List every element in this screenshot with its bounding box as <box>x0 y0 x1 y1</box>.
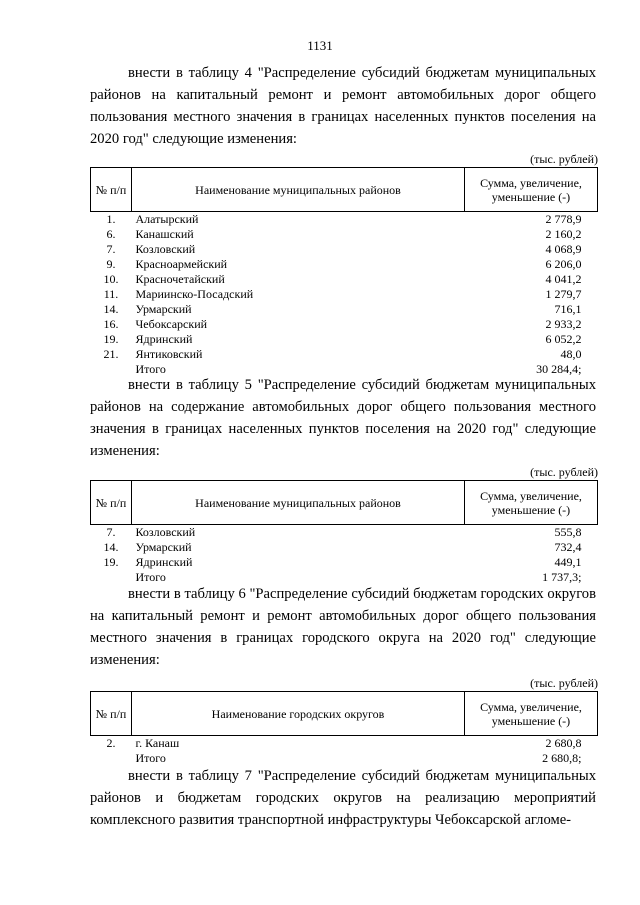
row-number: 21. <box>103 347 119 361</box>
total-label: Итого <box>135 570 166 584</box>
row-number: 11. <box>103 287 119 301</box>
row-name: Ядринский <box>135 555 193 569</box>
table6 <box>90 691 598 766</box>
table5-header-name: Наименование муниципальных районов <box>132 481 465 525</box>
row-number: 6. <box>106 227 116 241</box>
row-name: Канашский <box>135 227 194 241</box>
table-row <box>91 242 598 257</box>
row-number: 7. <box>106 525 116 539</box>
row-amount: 555,8 <box>554 525 582 539</box>
row-name: Красночетайский <box>135 272 225 286</box>
table4-intro: внести в таблицу 4 "Распределение субсидий бюджетам муниципальных районов на капитальный ремонт и ремонт автомобильных дорог общего пользования местного значения в границах населенных пунктов поселения на 2020 год" следующие изменения: <box>90 65 596 147</box>
table-row <box>91 287 598 302</box>
total-amount: 2 680,8; <box>542 751 582 765</box>
table-row <box>91 302 598 317</box>
row-amount: 4 068,9 <box>545 242 582 256</box>
table6-header-name: Наименование городских округов <box>132 692 465 736</box>
row-number: 10. <box>103 272 119 286</box>
table-row <box>91 736 598 752</box>
row-name: Урмарский <box>135 302 192 316</box>
table6-units: (тыс. рублей) <box>530 676 598 690</box>
table4 <box>90 167 598 377</box>
total-label: Итого <box>135 751 166 765</box>
row-number: 1. <box>106 212 116 226</box>
table5-header-amount: Сумма, увеличение, уменьшение (-) <box>465 481 598 525</box>
table7-intro: внести в таблицу 7 "Распределение субсидий бюджетам муниципальных районов и бюджетам городских округов на реализацию мероприятий комплексного развития транспортной инфраструктуры Чебоксарской агломе- <box>90 768 596 828</box>
row-number: 9. <box>106 257 116 271</box>
row-name: Урмарский <box>135 540 192 554</box>
table5-units: (тыс. рублей) <box>530 465 598 479</box>
table-row <box>91 555 598 570</box>
table4-header-amount: Сумма, увеличение, уменьшение (-) <box>465 168 598 212</box>
table-row <box>91 272 598 287</box>
row-amount: 2 160,2 <box>545 227 582 241</box>
total-label: Итого <box>135 362 166 376</box>
table-row <box>91 347 598 362</box>
row-amount: 6 206,0 <box>545 257 582 271</box>
table-row <box>91 212 598 228</box>
table4-header-num: № п/п <box>91 168 132 212</box>
row-name: Мариинско-Посадский <box>135 287 254 301</box>
row-name: Красноармейский <box>135 257 228 271</box>
total-amount: 30 284,4; <box>536 362 582 376</box>
table4-units: (тыс. рублей) <box>530 152 598 166</box>
table-row <box>91 525 598 541</box>
table5 <box>90 480 598 585</box>
table-row <box>91 227 598 242</box>
table6-header-num: № п/п <box>91 692 132 736</box>
row-amount: 732,4 <box>554 540 582 554</box>
row-name: г. Канаш <box>135 736 180 750</box>
table6-intro: внести в таблицу 6 "Распределение субсидий бюджетам городских округов на капитальный ремонт и ремонт автомобильных дорог общего пользования местного значения в границах городского округа на 2020 год" следующие изменения: <box>90 586 596 668</box>
row-number: 19. <box>103 555 119 569</box>
table-row <box>91 317 598 332</box>
table-row <box>91 257 598 272</box>
row-number: 14. <box>103 540 119 554</box>
row-amount: 2 933,2 <box>545 317 582 331</box>
row-amount: 2 680,8 <box>545 736 582 750</box>
row-amount: 1 279,7 <box>545 287 582 301</box>
row-amount: 4 041,2 <box>545 272 582 286</box>
row-name: Козловский <box>135 242 196 256</box>
total-spacer <box>91 751 132 766</box>
table6-body <box>91 736 598 767</box>
row-amount: 716,1 <box>554 302 582 316</box>
row-name: Ядринский <box>135 332 193 346</box>
total-amount: 1 737,3; <box>542 570 582 584</box>
table5-intro: внести в таблицу 5 "Распределение субсидий бюджетам муниципальных районов на содержание автомобильных дорог общего пользования местного значения в границах населенных пунктов поселения на 2020 год" следующие изменения: <box>90 377 596 459</box>
row-name: Чебоксарский <box>135 317 208 331</box>
table5-header-num: № п/п <box>91 481 132 525</box>
table-total-row <box>91 751 598 766</box>
row-number: 19. <box>103 332 119 346</box>
table4-header-name: Наименование муниципальных районов <box>132 168 465 212</box>
row-amount: 6 052,2 <box>545 332 582 346</box>
table5-body <box>91 525 598 586</box>
row-number: 7. <box>106 242 116 256</box>
table-row <box>91 540 598 555</box>
row-amount: 2 778,9 <box>545 212 582 226</box>
row-name: Алатырский <box>135 212 199 226</box>
row-amount: 449,1 <box>554 555 582 569</box>
page-number: 1131 <box>307 38 333 53</box>
table4-body <box>91 212 598 378</box>
row-number: 14. <box>103 302 119 316</box>
row-name: Янтиковский <box>135 347 203 361</box>
row-name: Козловский <box>135 525 196 539</box>
row-number: 16. <box>103 317 119 331</box>
row-amount: 48,0 <box>560 347 582 361</box>
table6-header-amount: Сумма, увеличение, уменьшение (-) <box>465 692 598 736</box>
table-row <box>91 332 598 347</box>
row-number: 2. <box>106 736 116 750</box>
